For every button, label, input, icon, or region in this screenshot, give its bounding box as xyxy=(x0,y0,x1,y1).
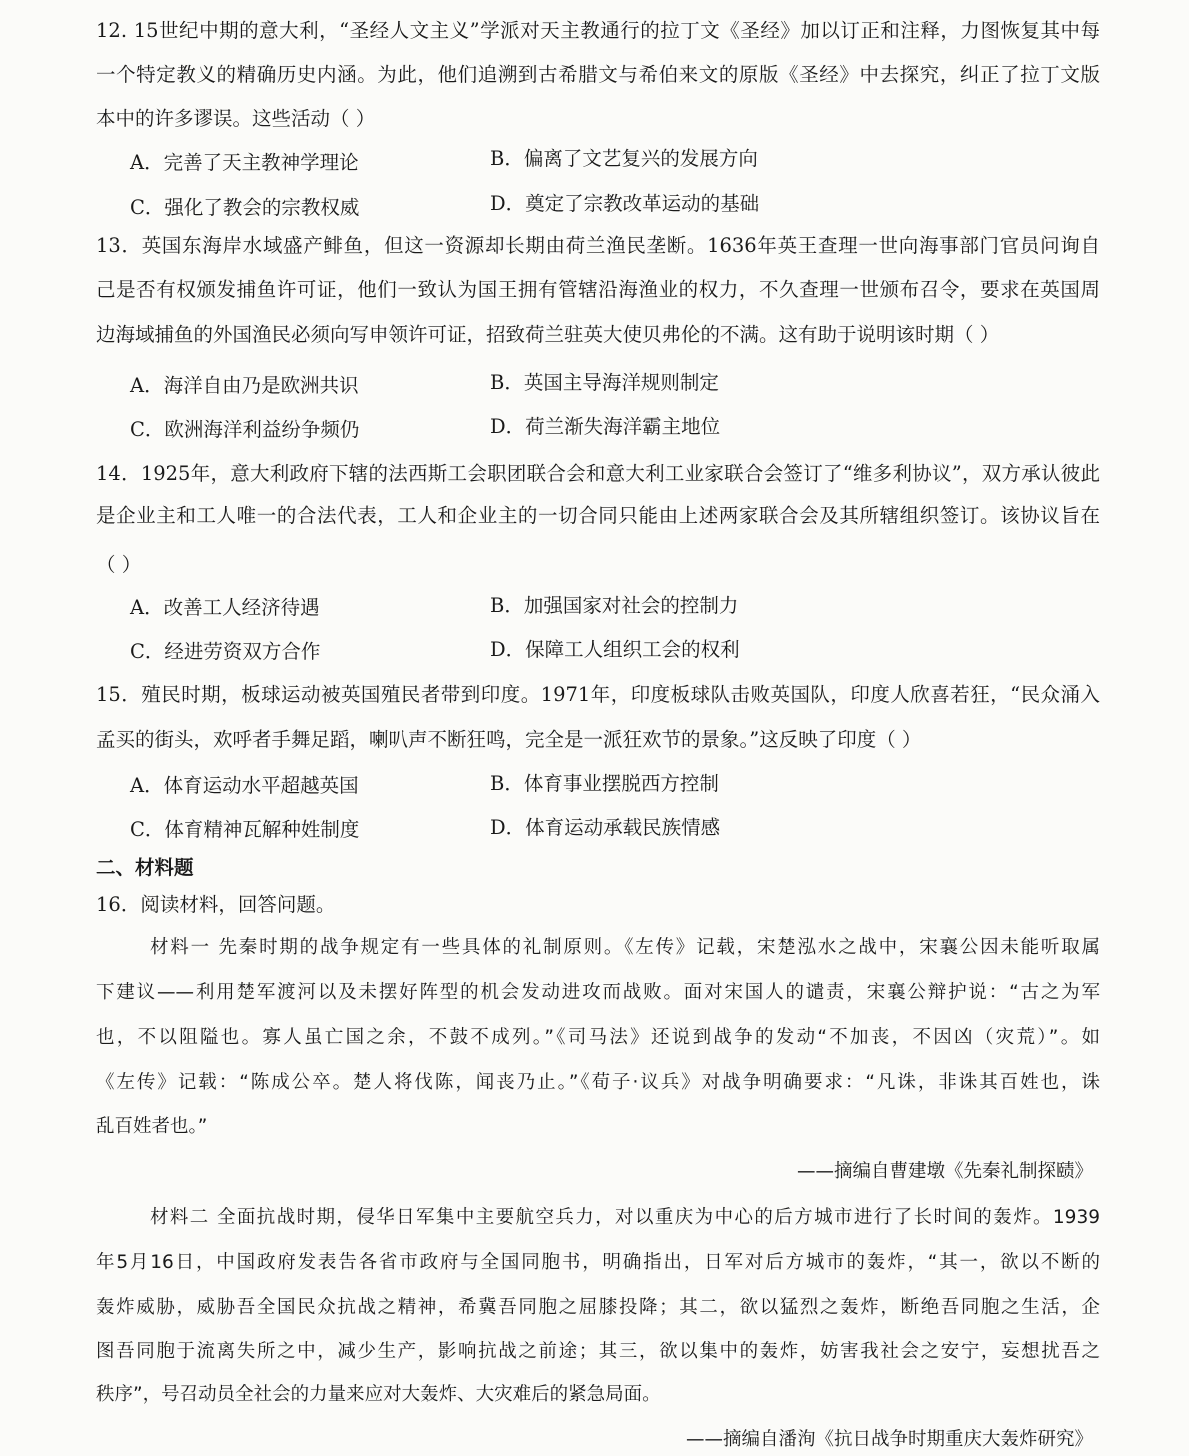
question-text: 15．殖民时期，板球运动被英国殖民者带到印度。1971年，印度板球队击败英国队，印度人欣喜若狂，“民众涌入 xyxy=(96,683,1100,706)
option-c: C．强化了教会的宗教权威 xyxy=(130,196,360,219)
material-text: 材料二 全面抗战时期，侵华日军集中主要航空兵力，对以重庆为中心的后方城市进行了长时间的轰炸。1939 xyxy=(150,1207,1100,1228)
option-c: C．欧洲海洋利益纷争频仍 xyxy=(130,418,360,441)
question-text: 14．1925年，意大利政府下辖的法西斯工会职团联合会和意大利工业家联合会签订了“维多利协议”，双方承认彼此 xyxy=(96,462,1100,485)
option-d: D．荷兰渐失海洋霸主地位 xyxy=(490,415,721,438)
question-text: 孟买的街头，欢呼者手舞足蹈，喇叭声不断狂鸣，完全是一派狂欢节的景象。”这反映了印度（ ） xyxy=(96,728,922,751)
material-text: 图吾同胞于流离失所之中，减少生产，影响抗战之前途；其三，欲以集中的轰炸，妨害我社会之安宁，妄想扰吾之 xyxy=(96,1341,1100,1362)
question-text: 12. 15世纪中期的意大利，“圣经人文主义”学派对天主教通行的拉丁文《圣经》加以订正和注释，力图恢复其中每 xyxy=(96,19,1100,42)
option-a: A．海洋自由乃是欧洲共识 xyxy=(130,374,359,397)
material-text: 秩序”，号召动员全社会的力量来应对大轰炸、大灾难后的紧急局面。 xyxy=(96,1384,661,1405)
option-c: C．体育精神瓦解种姓制度 xyxy=(130,818,360,841)
option-a: A．体育运动水平超越英国 xyxy=(130,774,359,797)
option-b: B．偏离了文艺复兴的发展方向 xyxy=(490,147,758,170)
material-source: ——摘编自潘洵《抗日战争时期重庆大轰炸研究》 xyxy=(685,1429,1093,1450)
option-b: B．体育事业摆脱西方控制 xyxy=(490,772,719,795)
material-text: 下建议——利用楚军渡河以及未摆好阵型的机会发动进攻而战败。面对宋国人的谴责，宋襄公辩护说：“古之为军 xyxy=(96,982,1100,1003)
material-text: 《左传》记载：“陈成公卒。楚人将伐陈，闻丧乃止。”《荀子·议兵》对战争明确要求：“凡诛，非诛其百姓也，诛 xyxy=(96,1072,1100,1093)
material-text: 年5月16日，中国政府发表告各省市政府与全国同胞书，明确指出，日军对后方城市的轰炸，“其一，欲以不断的 xyxy=(96,1252,1100,1273)
question-text: 一个特定教义的精确历史内涵。为此，他们追溯到古希腊文与希伯来文的原版《圣经》中去探究，纠正了拉丁文版 xyxy=(96,63,1100,86)
option-d: D．保障工人组织工会的权利 xyxy=(490,638,740,661)
question-text: 边海域捕鱼的外国渔民必须向写申领许可证，招致荷兰驻英大使贝弗伦的不满。这有助于说明该时期（ ） xyxy=(96,323,1000,346)
material-text: 轰炸威胁，威胁吾全国民众抗战之精神，希冀吾同胞之屈膝投降；其二，欲以猛烈之轰炸，断绝吾同胞之生活，企 xyxy=(96,1297,1100,1318)
material-text: 也，不以阻隘也。寡人虽亡国之余，不鼓不成列。”《司马法》还说到战争的发动“不加丧，不因凶（灾荒）”。如 xyxy=(96,1027,1100,1048)
question-text: （ ） xyxy=(96,553,142,576)
question-text: 己是否有权颁发捕鱼许可证，他们一致认为国王拥有管辖沿海渔业的权力，不久查理一世颁布召令，要求在英国周 xyxy=(96,278,1100,301)
option-a: A．完善了天主教神学理论 xyxy=(130,151,359,174)
option-c: C．经进劳资双方合作 xyxy=(130,640,321,663)
material-text: 材料一 先秦时期的战争规定有一些具体的礼制原则。《左传》记载，宋楚泓水之战中，宋襄公因未能听取属 xyxy=(150,937,1100,958)
question-text: 13．英国东海岸水域盛产鲱鱼，但这一资源却长期由荷兰渔民垄断。1636年英王查理一世向海事部门官员问询自 xyxy=(96,234,1100,257)
option-d: D．体育运动承载民族情感 xyxy=(490,816,721,839)
section-heading: 二、材料题 xyxy=(96,856,194,879)
question-text: 本中的许多谬误。这些活动（ ） xyxy=(96,107,376,130)
material-text: 乱百姓者也。” xyxy=(96,1116,208,1137)
option-b: B．英国主导海洋规则制定 xyxy=(490,371,719,394)
option-b: B．加强国家对社会的控制力 xyxy=(490,594,739,617)
option-d: D．奠定了宗教改革运动的基础 xyxy=(490,192,760,215)
question-text: 是企业主和工人唯一的合法代表，工人和企业主的一切合同只能由上述两家联合会及其所辖组织签订。该协议旨在 xyxy=(96,504,1100,527)
question-prompt: 16．阅读材料，回答问题。 xyxy=(96,893,336,916)
material-source: ——摘编自曹建墩《先秦礼制探赜》 xyxy=(796,1161,1093,1182)
option-a: A．改善工人经济待遇 xyxy=(130,596,320,619)
